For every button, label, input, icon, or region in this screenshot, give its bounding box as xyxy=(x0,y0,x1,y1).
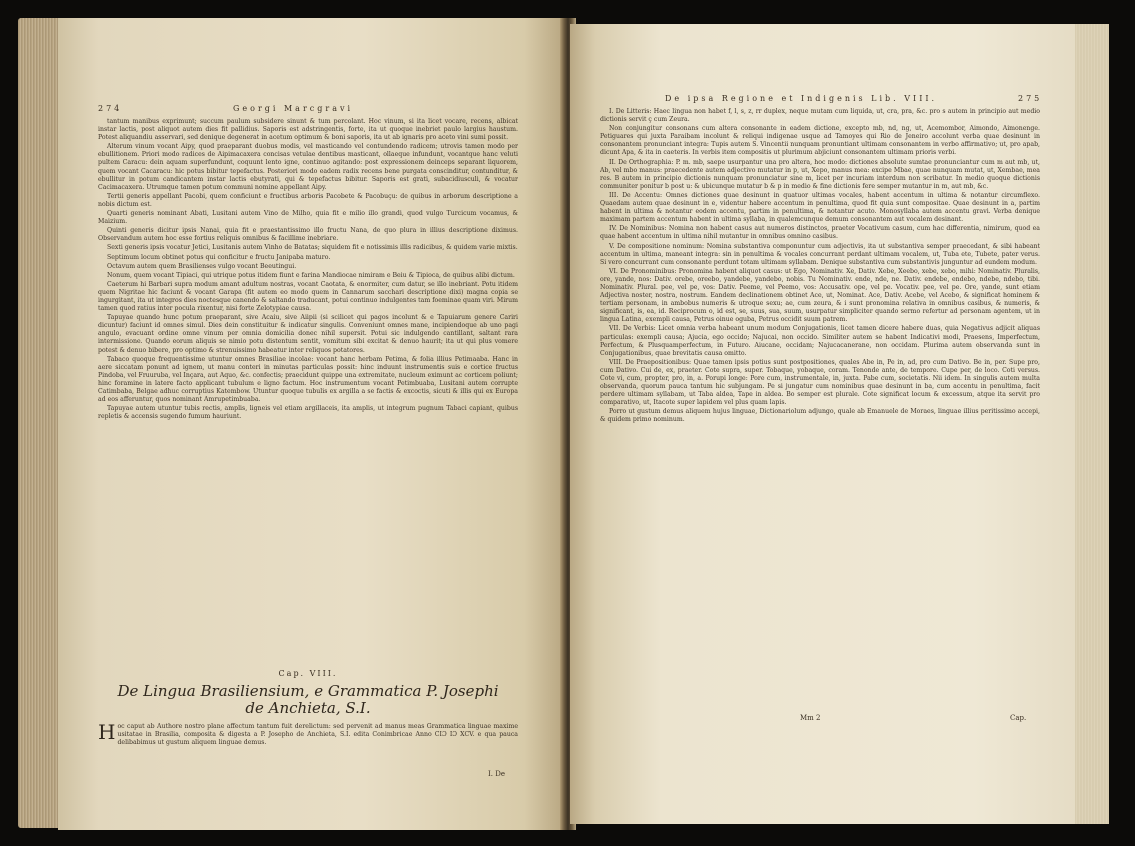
left-page-edge xyxy=(18,18,58,828)
paragraph: Tapuyae quando hunc potum praeparant, sive Acaiu, sive Aiipii (si scilicet qui pagos incolunt & e Tapuiarum genere Cariri dicuntur) faciunt id omnes simul. Dies dein constituitur & indicatur singulis. Conveniunt omnes mane, incipiendoque ab uno pagi angulo, evacuant ordine omne vinum per omnia domicilia donec nihil supersit. Potui sic indulgendo cantillant, saltant rara intermissione. Quando eorum aliquis se nimio potu distentum sentit, vomitum sibi excitat & denuo haurit; ita ut qui plus vomere potest & denuo bibere, pro optimo & strenuissimo habeatur inter reliquos potatores. xyxy=(98,314,518,354)
paragraph: Septimum locum obtinet potus qui conficitur e fructu Janipaba maturo. xyxy=(107,253,331,261)
page-number: 274 xyxy=(98,104,123,113)
paragraph: Alterum vinum vocant Aipy, quod praeparant duobus modis, vel masticando vel contundendo radicem; utrovis tamen modo per ebullitionem. Priori modo radices de Aipimacaxera concisas vetulae dentibus masticant, ollaeque infundunt, vocantque hanc veluti pultem Caracu: dein aquam superfundunt, coquunt lento igne, continuo agitando: post expressionem deinceps separant liquorem, quem vocant Cacaracu: hic potus bibitur tepefactus. Posteriori modo eadem radix recens bene purgata conscinditur, contunditur, & ebullitur in potum candicantem instar lactis ebutyrati, qui & tepefactus bibitur. Saporis est grati, subacidiusculi, & vocatur Cacimacaxera. Utrumque tamen potum communi nomine appellant Aipy. xyxy=(98,143,518,191)
right-body-text xyxy=(600,108,1040,708)
paragraph: V. De compositione nominum: Nomina substantiva componuntur cum adjectivis, ita ut substantiva semper praecedant, & sibi habeant accentum in ultima, maneant integra: sin in penultima & vocales concurrant perdant ultimam vocalem, ut, Tuba ete, Tubete, pater verus. Si vero concurrant cum consonante perdunt totam ultimam syllabam. Denique substantiva cum substantivis junguntur ad eundem modum. xyxy=(600,242,1040,266)
catchword: I. De xyxy=(488,770,505,778)
paragraph: II. De Orthographia: P. m. mb, saepe usurpantur una pro altera, hoc modo: dictiones absolute sumtae pronunciantur cum m aut mb, ut, Ab, vel mbo manus: praecedente autem adjectivo mutatur in p, ut, Xepo, manus mea: excipe Mbae, quae nunquam mutat, ut, Xembae, mea res. B autem in principio dictionis nunquam pronunciatur sine m, licet per incuriam interdum non scribatur. In medio quoque dictionis communiter ponitur b post u: & ubicunque mutatur b & p in medio & fine dictionis fere semper mutantur in m, aut mb, &c. xyxy=(600,158,1040,190)
chapter-intro-text: oc caput ab Authore nostro plane affectum tantum fuit derelictum: sed pervenit ad manus meas Grammatica linguae maxime usitatae in Brasilia, composita & digesta a P. Josepho de Anchieta, S.I. edita Conimbricae Anno CIƆ IƆ XCV. e qua pauca delibabimus ut gustum aliquem linguae demus. xyxy=(117,723,518,747)
paragraph: III. De Accentu: Omnes dictiones quae desinunt in quatuor ultimas vocales, habent accentum in ultima & notantur circumflexo. Quaedam autem quae desinunt in e, videntur habere accentum in penultima, quod fit quia sunt compositae. Quae desinunt in a, partim habent in ultima & notantur eodem accentu, partim in penultima, & notantur acuto. Monosyllaba autem accentu gravi. Verba denique maximam partem accentum habent in ultima syllaba, in qualemcunque demum consonantem aut vocalem desinant. xyxy=(600,191,1040,224)
paragraph: Quarti generis nominant Abati, Lusitani autem Vino de Milho, quia fit e milio illo grandi, quod vulgo Turcicum vocamus, & Maizium. xyxy=(98,210,518,226)
chapter-title-line-2: de Anchieta, S.I. xyxy=(245,699,371,717)
paragraph: Nonum, quem vocant Tipiaci, qui utrique potus itidem fiunt e farina Mandiocae nimiram e Beiu & Tipioca, de quibus alibi dictum. xyxy=(107,271,515,279)
signature-mark: Mm 2 xyxy=(800,714,821,722)
catchword: Cap. xyxy=(1010,714,1027,722)
chapter-title-line-1: De Lingua Brasiliensium, e Grammatica P. Josephi xyxy=(117,682,499,700)
paragraph: Tapuyae autem utuntur tubis rectis, amplis, ligneis vel etiam argillaceis, ita amplis, ut integrum pugnum Tabaci capiant, quibus repletis & accensis sugendo fumum hauriunt. xyxy=(98,405,518,421)
paragraph: tantum manibus exprimunt; succum paulum subsidere sinunt & tum percolant. Hoc vinum, si ita licet vocare, recens, albicat instar lactis, post aliquot autem dies fit pallidius. Saporis est adstringentis, forte, ita ut quoque inebriet paulo largius haustum. Potest aliquandiu asservari, sed denique degenerat in acetum optimum & boni saporis, ita ut ab ignaris pro aceto vini sumi possit. xyxy=(98,118,518,142)
running-head: De ipsa Regione et Indigenis Lib. VIII. xyxy=(665,94,938,103)
right-page-edge xyxy=(1075,24,1109,824)
left-page xyxy=(58,18,565,830)
paragraph: Caeterum hi Barbari supra modum amant adultum nostras, vocant Caotata, & enormiter, cum datur, se illo inebriant. Potu itidem quem Nigritae hic faciunt & vocant Garapa (fit autem eo modo quem in Cannarum sacchari descriptione dixi) magna copia se ingurgitant, ita ut integros dies noctesque canendo & saltando traducant, potui continuo indulgentes tam foeminae quam viri. Mirum tamen quod ratius inter pocula rixentur, nisi forte Zelotypiae causa. xyxy=(98,280,518,313)
paragraph: VI. De Pronominibus: Pronomina habent aliquot casus: ut Ego, Nominativ. Xe, Dativ. Xebe, Xeebo, xebe, xebo, mihi: Nominativ. Pluralis, ore, yande, nos: Dativ. orebe, oreebo, yandebe, yandebo, nobis. Tu Nominativ. ende, nde, ne. Dativ. endebe, endebo, ndebe, ndebo, tibi. Nominativ. Plural. pee, vel pe, vos: Dativ. Peeme, vel Peemo, vos: Accusativ. ope, vel pe. Vocativ. pee, vel pe. Ore, yande, sunt etiam Adjectiva noster, nostra, nostrum. Eandem declinationem obtinet Ace, ut, Nominat. Ace, Dativ. Acebe, vel Acebo, & significat hominem & tertiam personam, in ambobus numeris & utroque sexu; ae, cum zeura, & i sunt pronomina relativa in omnibus casibus, & numeris, & significant, is, ea, id. Reciprocum o, id est, se, suus, sua, suum, usurpatur simpliciter quando sermo refertur ad personam agentem, ut in lingua Latina, exempli causa, Petrus oinue oguba, Petrus occidit suum patrem. xyxy=(600,267,1040,324)
left-body-text xyxy=(98,118,518,666)
right-page xyxy=(570,24,1075,824)
paragraph: Non conjungitur consonans cum altera consonante in eadem dictione, excepto mb, nd, ng, ut, Acemombor, Aimondo, Aimonenge. Petiguares qui juxta Paraibam incolunt & reliqui indigenae usque ad Tamoyes qui Rio de Jeneiro accolunt verba quae desinunt in consonantem pronunciant integra: Tupis autem S. Vincentii nunquam pronuntiant ultimam consonantem in verbo affirmativo; ut, pro apab, dicunt Apa, & ita in caeteris. In verbis item compositis ut plurimum abjiciunt consonantem ultimam prioris verbi. xyxy=(600,125,1040,157)
paragraph: Tabaco quoque frequentissime utuntur omnes Brasiliae incolae: vocant hanc herbam Petima, & folia illius Petimaaba. Hanc in aere siccatam ponunt ad ignem, ut manu conteri in minutas particulas possit: hinc induunt instrumentis suis e cortice fructus Pindoba, vel Fruuruba, vel Inçara, aut Aquo, &c. confectis; praecidunt quippe una extremitate, nucleum eximunt ac corticem poliunt; hinc foramine in latere facto applicant tubulum e ligno factum. Hoc instrumentum vocant Petimbuaba, Lusitani autem corrupte Catimbaba, Belgae adhuc corruptius Katembow. Utuntur quoque tubulis ex argilla a se factis & excoctis, sicuti & illis qui ex Europa ad eos afferuntur, quos nominant Amrupetimbuaba. xyxy=(98,355,518,404)
paragraph: Tertii generis appellant Pacobi, quem conficiunt e fructibus arboris Pacobete & Pacobuçu: de quibus in arborum descriptione a nobis dictum est. xyxy=(98,192,518,208)
chapter-label: Cap. VIII. xyxy=(278,669,338,678)
chapter-intro xyxy=(98,723,518,767)
paragraph: Quinti generis dicitur ipsis Nanai, quia fit e praestantissimo illo fructu Nana, de quo plura in illius descriptione diximus. Observandum autem hoc esse fortius reliquis omnibus & facillime inebriare. xyxy=(98,227,518,243)
drop-cap: H xyxy=(98,723,116,744)
paragraph: VIII. De Praepositionibus: Quae tamen ipsis potius sunt postpositiones, quales Abe in, Pe in, ad, pro cum Dativo. Be in, per. Supe pro, cum Dativo. Cui de, ex, praeter. Cote supra, super. Tobaque, yobaque, coram. Tenonde ante, de tempore. Cupe per, de loco. Coti versus. Cote vi, cum, propter, pro, in, a. Porupi longe: Pore cum, instrumentale, in, juxta. Pabe cum, societatis. Nii idem. In singulis autem multa observanda, quorum pauca tantum hic subjungam. Pe si jungatur cum nominibus quae desinunt in ba, cum accentu in penultima, facit perdere ultimam syllabam, ut Taba aldea, Tape in aldea. Bo semper est plurale. Cote significat locum & excessum, atque ita servit pro comparativo, ut, Itacote super lapidem vel plus quam lapis. xyxy=(600,358,1040,407)
paragraph: VII. De Verbis: Licet omnia verba habeant unum modum Conjugationis, licet tamen dicere habere duas, quia Negativus adjicit aliquas particulas: exempli causa; Ajucia, ego occido; Najucai, non occido. Similiter autem se habent Indicativi modi, Praesens, Imperfectum, Perfectum, & Plusquamperfectum, in Futuro. Aiucane, occidam; Najucacanerane, non occidam. Plurima autem observanda sunt in Conjugationibus, quae brevitatis causa omitto. xyxy=(600,325,1040,357)
chapter-title xyxy=(88,683,528,717)
page-number: 275 xyxy=(1018,94,1043,103)
paragraph: IV. De Nominibus: Nomina non habent casus aut numeros distinctos, praeter Vocativum casum, cum hac differentia, nimirum, quod ea quae habent accentum in ultima nihil mutantur in omnibus omnino casibus. xyxy=(600,225,1040,241)
paragraph: I. De Litteris: Haec lingua non habet f, l, s, z, rr duplex, neque mutam cum liquida, ut, cra, pra, &c. pro s autem in principio aut medio dictionis servit ç cum Zeura. xyxy=(600,108,1040,124)
paragraph: Octavum autem quem Brasilienses vulgo vocant Beeutingui. xyxy=(107,262,297,270)
paragraph: Sexti generis ipsis vocatur Jetici, Lusitanis autem Vinho de Batatas; siquidem fit e notissimis illis radicibus, & quidem varie mixtis. xyxy=(107,244,518,252)
running-head: Georgi Marcgravi xyxy=(233,104,354,113)
paragraph: Porro ut gustum demus aliquem hujus linguae, Dictionariolum adjungo, quale ab Emanuele de Moraes, linguae illius peritissimo accepi, & quidem primo nominum. xyxy=(600,408,1040,424)
